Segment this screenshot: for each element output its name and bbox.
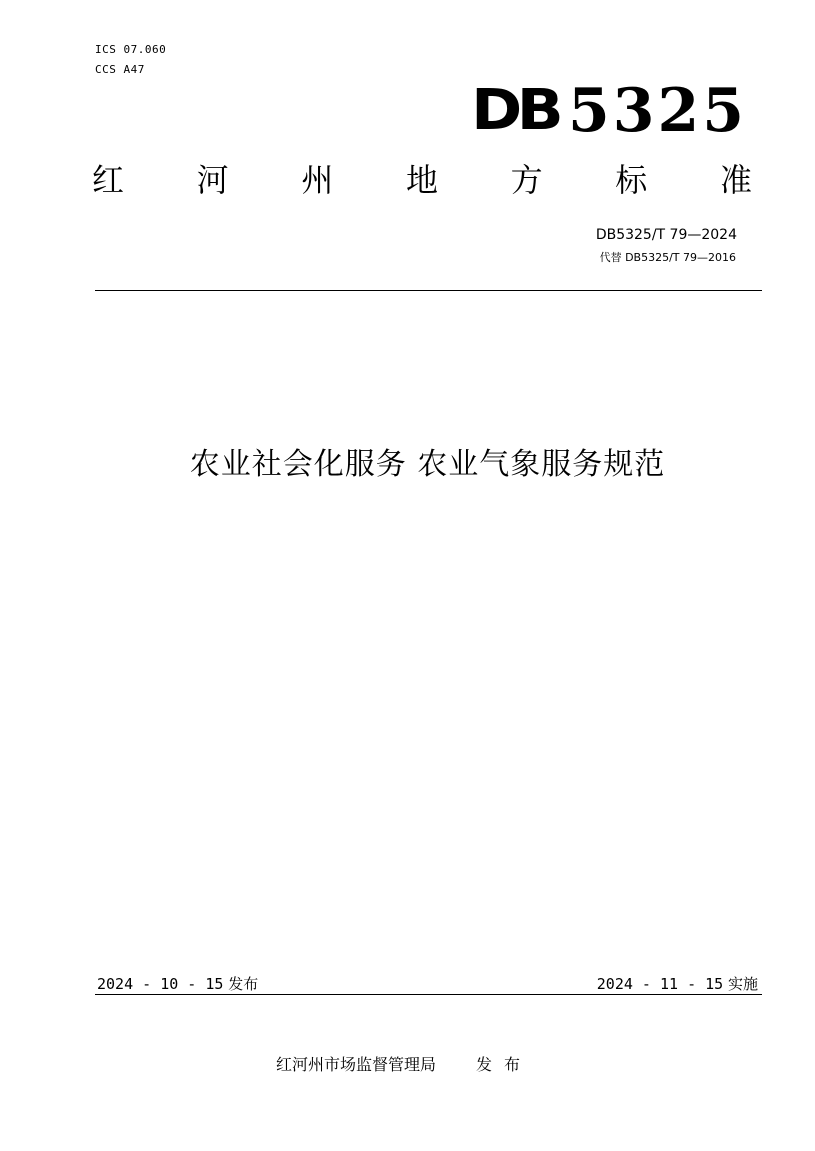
standard-type-char: 准 <box>719 161 752 199</box>
release-date: 2024 - 10 - 15 <box>97 975 224 993</box>
standard-type-char: 标 <box>615 161 648 199</box>
header-divider <box>95 290 762 291</box>
implementation-date: 2024 - 11 - 15 <box>596 975 724 993</box>
db-logo <box>470 76 747 146</box>
release-label: 发布 <box>228 975 259 993</box>
document-number: DB5325/T 79—2024 <box>595 227 737 243</box>
standard-type-char: 河 <box>196 161 229 199</box>
logo-region-code: 5325 <box>568 76 747 146</box>
ccs-code: CCS A47 <box>95 63 145 76</box>
standard-type-char: 红 <box>92 161 125 199</box>
implementation-date-line <box>597 974 758 994</box>
issuing-organization: 红河州市场监督管理局 <box>276 1055 437 1074</box>
ics-code: ICS 07.060 <box>95 43 167 56</box>
release-date-line <box>97 974 258 994</box>
standard-type-char: 州 <box>301 161 334 199</box>
implementation-label: 实施 <box>727 975 758 993</box>
replaces-document-number: 代替 DB5325/T 79—2016 <box>599 251 736 264</box>
standard-type-char: 方 <box>510 161 543 199</box>
issuer-line <box>276 1054 532 1076</box>
standard-type-char: 地 <box>405 161 438 199</box>
document-title: 农业社会化服务 农业气象服务规范 <box>189 447 666 482</box>
footer-divider <box>95 994 762 995</box>
logo-db-prefix: DB <box>470 78 558 143</box>
issuing-action: 发布 <box>476 1055 533 1074</box>
standard-type-heading <box>92 160 752 200</box>
